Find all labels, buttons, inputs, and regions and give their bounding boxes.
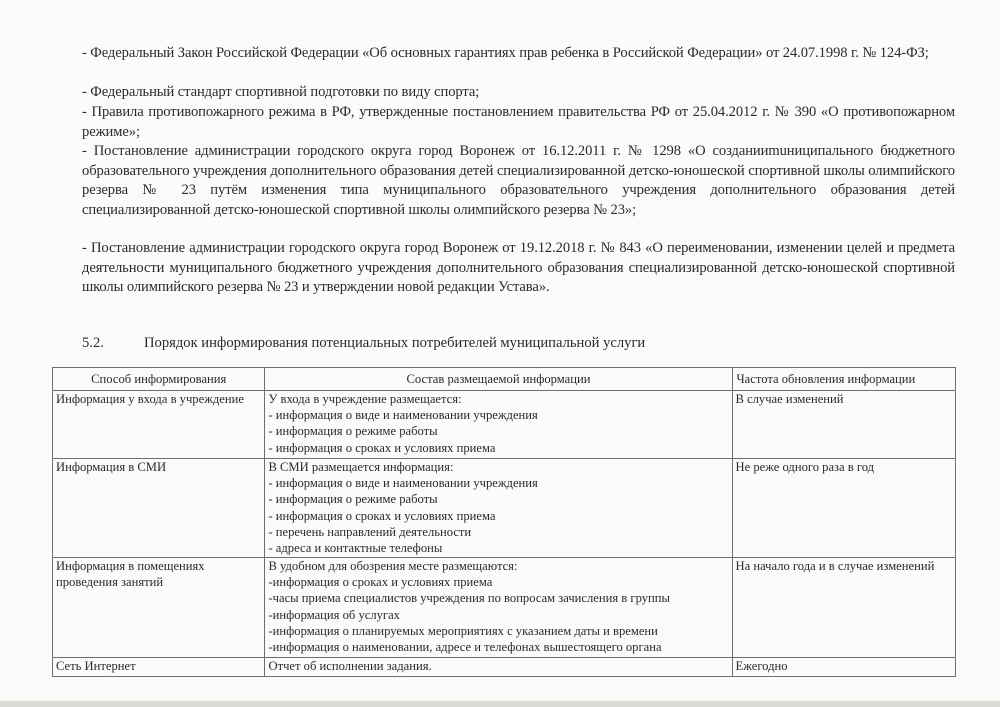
column-header-frequency: Частота обновления информации xyxy=(732,368,956,391)
content-line: -часы приема специалистов учреждения по вопросам зачисления в группы xyxy=(268,591,670,606)
content-line: -информация о сроках и условиях приема xyxy=(268,575,493,590)
method-cell: Информация у входа в учреждение xyxy=(53,391,265,459)
section-number: 5.2. xyxy=(82,335,104,351)
content-line: -информация о планируемых мероприятиях с указанием даты и времени xyxy=(268,623,658,638)
table-header-row xyxy=(53,368,956,391)
section-title: Порядок информирования потенциальных потребителей муниципальной услуги xyxy=(144,335,646,351)
content-line: - перечень направлений деятельности xyxy=(268,524,472,539)
column-header-content: Состав размещаемой информации xyxy=(265,368,732,391)
content-cell xyxy=(265,558,732,658)
content-line: У входа в учреждение размещается: xyxy=(268,392,462,406)
content-cell xyxy=(265,391,732,459)
column-header-method: Способ информирования xyxy=(53,368,265,391)
table-row xyxy=(53,459,956,558)
content-cell xyxy=(265,658,732,677)
method-cell: Информация в помещениях проведения занятий xyxy=(53,558,265,658)
content-cell xyxy=(265,459,732,558)
content-line: - информация о режиме работы xyxy=(268,424,438,439)
legal-basis-item: - Постановление администрации городского округа город Воронеж от 16.12.2011 г. № 1298 «О созданииmuниципального бюджетного образовательного учреждения дополнительного образования детей специализированной детско-юношеской спортивной школы олимпийского резерва № 23 путём изменения типа муниципального образовательного учреждения дополнительного образования детей специализированной детско-юношеской спортивной школы олимпийского резерва № 23»; xyxy=(82,143,955,218)
frequency-cell: Ежегодно xyxy=(732,658,956,677)
legal-basis-item: - Постановление администрации городского округа город Воронеж от 19.12.2018 г. № 843 «О переименовании, изменении целей и предмета деятельности муниципального бюджетного учреждения дополнительного образования специализированной детско-юношеской спортивной школы олимпийского резерва № 23 и утверждении новой редакции Устава». xyxy=(82,240,955,296)
content-line: -информация об услугах xyxy=(268,607,400,622)
content-line: - информация о виде и наименовании учреждения xyxy=(268,476,538,491)
content-line: -информация о наименовании, адресе и телефонах вышестоящего органа xyxy=(268,640,662,655)
legal-basis-item: - Федеральный Закон Российской Федерации «Об основных гарантиях прав ребенка в Российской Федерации» от 24.07.1998 г. № 124-ФЗ; xyxy=(82,45,929,61)
frequency-cell: Не реже одного раза в год xyxy=(732,459,956,558)
table-row xyxy=(53,558,956,658)
content-line: В СМИ размещается информация: xyxy=(268,460,454,474)
content-line: - информация о сроках и условиях приема xyxy=(268,440,496,455)
section-heading xyxy=(82,334,645,353)
content-line: Отчет об исполнении задания. xyxy=(268,659,432,673)
content-line: - адреса и контактные телефоны xyxy=(268,541,443,556)
table-row xyxy=(53,391,956,459)
scan-edge xyxy=(0,701,1000,707)
content-line: В удобном для обозрения месте размещаются: xyxy=(268,559,518,573)
legal-basis-item: - Правила противопожарного режима в РФ, утвержденные постановлением правительства РФ от 25.04.2012 г. № 390 «О противопожарном режиме»; xyxy=(82,104,955,140)
informing-table xyxy=(52,367,956,677)
frequency-cell: В случае изменений xyxy=(732,391,956,459)
frequency-cell: На начало года и в случае изменений xyxy=(732,558,956,658)
legal-basis-item: - Федеральный стандарт спортивной подготовки по виду спорта; xyxy=(82,84,480,100)
content-line: - информация о сроках и условиях приема xyxy=(268,508,496,523)
table-row xyxy=(53,658,956,677)
method-cell: Информация в СМИ xyxy=(53,459,265,558)
content-line: - информация о режиме работы xyxy=(268,492,438,507)
content-line: - информация о виде и наименовании учреждения xyxy=(268,408,538,423)
method-cell: Сеть Интернет xyxy=(53,658,265,677)
